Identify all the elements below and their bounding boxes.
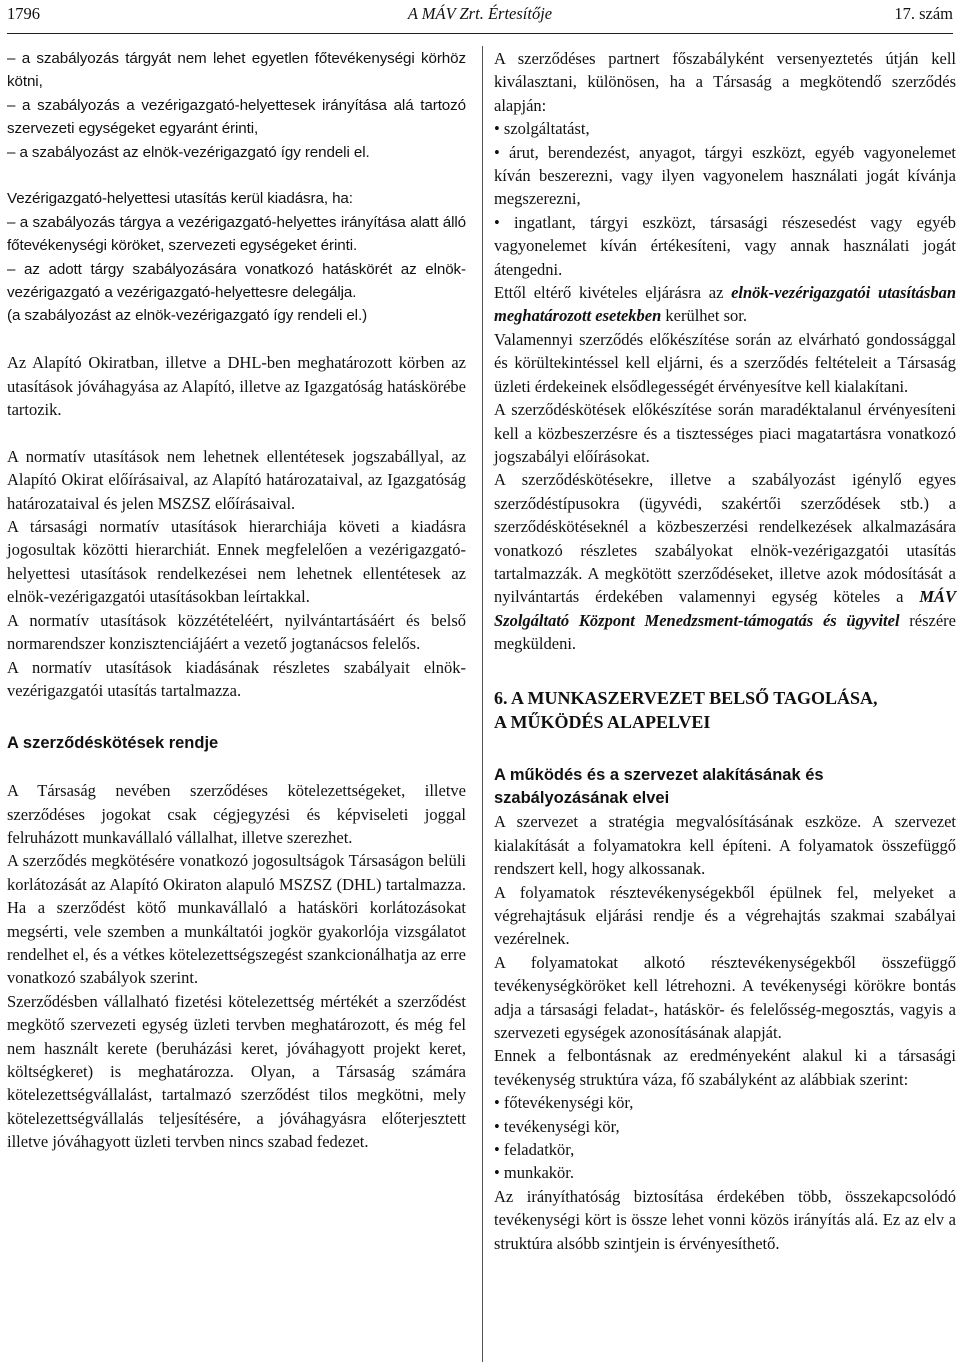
chapter-heading-line: A MŰKÖDÉS ALAPELVEI [494,711,711,732]
paragraph: Vezérigazgató-helyettesi utasítás kerül kiadásra, ha: [7,190,353,208]
paragraph: A folyamatok résztevékenységekből épülnek fel, melyeket a végrehajtásuk eljárási rendje és a végrehajtás szakmai szabályai vezérelnek. [494,882,956,949]
list-item: • munkakör. [494,1163,575,1183]
column-divider [482,46,483,1362]
paragraph: – a szabályozás a vezérigazgató-helyettesek irányítása alá tartozó szervezeti egységeket egyaránt érinti, [7,96,466,138]
section-heading: A szerződéskötések rendje [7,734,219,753]
header-rule [7,33,953,34]
list-item: • szolgáltatást, [494,119,590,139]
paragraph: A szerződéskötések előkészítése során maradéktalanul érvényesíteni kell a közbeszerzésre és a tisztességes piaci magatartásra vonatkozó jogszabályi előírásokat. [494,400,956,466]
list-item: • feladatkör, [494,1140,575,1160]
paragraph: Ennek a felbontásnak az eredményeként alakul ki a társasági tevékenység struktúra váza, fő szabályként az alábbiak szerint: [494,1046,956,1089]
list-item: • árut, berendezést, anyagot, tárgyi eszközt, egyéb vagyonelemet kíván beszerezni, vagy ilyen vagyonelem használati jogát kívánja megszerezni, [494,142,956,209]
text-run: kerülhet sor. [661,306,747,326]
paragraph: A szerződés megkötésére vonatkozó jogosultságok Társaságon belüli korlátozását az Alapító Okiraton alapuló MSZSZ (DHL) tartalmazza. Ha a szerződést kötő munkavállaló a hatásköri korlátozásokat megsérti, vele szemben a munkáltatói jogkör gyakorlója vizsgálatot rendelhet el, és a vétkes kötelezettségszegést szankcionálhatja az erre vonatkozó szabályok szerint. [7,851,466,988]
text-run: Ettől eltérő kivételes eljárásra az [494,283,732,303]
paragraph: Szerződésben vállalható fizetési kötelezettség mértékét a szerződést megkötő szervezeti egység üzleti tervben meghatározott, és még fel nem használt kerete (beruházási keret, jóváhagyott projekt keret, költségkeret) is meghatározza. Olyan, a Társaság számára kötelezettségvállalást, tartalmazó szerződést tilos megkötni, mely kötelezettségvállalás teljesítésére, a jóváhagyásra előterjesztett illetve jóváhagyott üzleti tervben nincs szabad fedezet. [7,991,466,1152]
left-column [7,47,466,1154]
paragraph: – a szabályozás tárgyát nem lehet egyetlen főtevékenységi körhöz kötni, [7,50,466,91]
paragraph: (a szabályozást az elnök-vezérigazgató így rendeli el.) [7,307,368,325]
paragraph [494,468,956,655]
page-number: 1796 [7,4,40,23]
list-item: • tevékenységi kör, [494,1116,620,1136]
paragraph: A szervezet a stratégia megvalósításának eszköze. A szervezet kialakítását a folyamatokra kell építeni. A folyamatok összefüggő rendszert kell, hogy alkossanak. [494,812,956,879]
paragraph: Az irányíthatóság biztosítása érdekében több, összekapcsolódó tevékenységi kört is össze lehet vonni közös irányítás alá. Ez az elv a struktúra alsóbb szintjein is érvényesíthető. [494,1186,956,1253]
text-run: A szerződéskötésekre, illetve a szabályozást igénylő egyes szerződéstípusokra (ügyvédi, szakértői szerződések stb.) a szerződéskötéseknél a közbeszerzési rendelkezések alkalmazására vonatkozó részletes szabályokat elnök-vezérigazgatói utasítás tartalmazzák. A megkötött szerződéseket, illetve azok módosítását a nyilvántartás érdekében valamennyi egység köteles a [494,470,956,607]
list-item: • ingatlant, tárgyi eszközt, társasági részesedést vagy egyéb vagyonelemet kíván értékesíteni, vagy annak használati jogát átengedni. [494,212,956,279]
paragraph: A normatív utasítások kiadásának részletes szabályait elnök-vezérigazgatói utasítás tartalmazza. [7,657,466,700]
paragraph: A társasági normatív utasítások hierarchiája követi a kiadásra jogosultak közötti hierarchiát. Ennek megfelelően a vezérigazgató-helyettesi utasítások rendelkezései nem lehetnek ellentétesek az elnök-vezérigazgatói utasításokban leírtakkal. [7,517,466,607]
paragraph: A folyamatokat alkotó résztevékenységekből összefüggő tevékenységköröket kell létrehozni. A tevékenységi körökre bontás adja a társasági feladat-, hatáskör- és felelősség-megosztás, vagyis a szervezeti egységek azonosításának alapját. [494,952,956,1043]
paragraph: Valamennyi szerződés előkészítése során az elvárható gondossággal és körültekintéssel kell eljárni, és a szerződés feltételeit a Társaság üzleti érdekeinek elsődlegességét érvényesítve kell kialakítani. [494,329,956,396]
chapter-heading [494,686,956,734]
journal-title: A MÁV Zrt. Értesítője [407,4,553,23]
emphasis: MÁV Szolgáltató Központ Menedzsment-támogatás és ügyvitel [494,587,956,630]
paragraph: A normatív utasítások közzétételéért, nyilvántartásáért és belső normarendszer konzisztenciájáért a vezető jogtanácsos felelős. [7,610,466,654]
chapter-heading-line: 6. A MUNKASZERVEZET BELSŐ TAGOLÁSA, [494,687,878,708]
right-column [494,47,956,1255]
paragraph: A szerződéses partnert főszabályként versenyeztetés útján kell kiválasztani, különösen, ha a Társaság a megkötendő szerződés alapján: [494,49,956,115]
paragraph [494,281,956,328]
text-run: részére megküldeni. [494,610,956,654]
paragraph: – a szabályozást az elnök-vezérigazgató így rendeli el. [7,143,370,161]
section-heading: A működés és a szervezet alakításának és szabályozásának elvei [494,765,824,807]
paragraph: A normatív utasítások nem lehetnek ellentétesek jogszabállyal, az Alapító Okirat előírásaival, az Alapító határozataival, az Igazgatóság határozataival és jelen MSZSZ előírásaival. [7,446,466,513]
paragraph: – a szabályozás tárgya a vezérigazgató-helyettes irányítása alatt álló főtevékenységi köröket, szervezeti egységeket érinti. [7,213,466,255]
paragraph: – az adott tárgy szabályozására vonatkozó hatáskörét az elnök-vezérigazgató a vezérigazgató-helyettesre delegálja. [7,260,466,302]
list-item: • főtevékenységi kör, [494,1093,634,1113]
issue-number: 17. szám [894,4,953,23]
page-header [7,4,953,26]
paragraph: A Társaság nevében szerződéses kötelezettségeket, illetve szerződéses jogokat csak cégjegyzési és képviseleti joggal felruházott munkavállaló vállalhat, illetve szerezhet. [7,781,466,847]
emphasis: elnök-vezérigazgatói utasításban meghatározott esetekben [494,283,956,326]
paragraph: Az Alapító Okiratban, illetve a DHL-ben meghatározott körben az utasítások jóváhagyása az Alapító, illetve az Igazgatóság hatáskörébe tartozik. [7,353,466,420]
